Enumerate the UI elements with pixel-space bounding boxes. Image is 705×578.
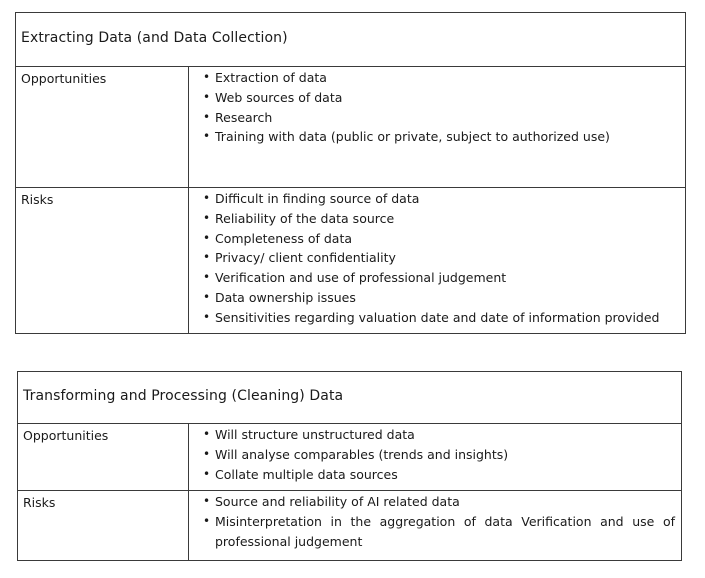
list-item: • Collate multiple data sources (203, 465, 675, 485)
row-label-cell (18, 491, 189, 560)
table-transforming-data (17, 371, 682, 561)
list-item: • Privacy/ client confidentiality (203, 248, 679, 268)
list-item: • Will analyse comparables (trends and insights) (203, 445, 675, 465)
list-item: • Source and reliability of AI related data (203, 492, 675, 512)
row-label: Risks (21, 192, 54, 207)
row-label: Opportunities (21, 71, 107, 86)
bullet-list (203, 189, 679, 328)
table-title: Extracting Data (and Data Collection) (21, 30, 288, 46)
row-label-cell (16, 188, 189, 333)
table-row-opportunities (16, 67, 685, 188)
row-list-cell (189, 491, 681, 560)
list-item: • Difficult in finding source of data (203, 189, 679, 209)
table-row-risks (18, 491, 681, 560)
row-label-cell (18, 424, 189, 490)
row-list-cell (189, 67, 685, 187)
table-title: Transforming and Processing (Cleaning) Data (23, 388, 344, 404)
row-label-cell (16, 67, 189, 187)
row-list-cell (189, 188, 685, 333)
list-item: • Web sources of data (203, 88, 679, 108)
row-label: Risks (23, 495, 56, 510)
list-item: • Extraction of data (203, 68, 679, 88)
list-item: • Will structure unstructured data (203, 425, 675, 445)
bullet-list (203, 68, 679, 147)
bullet-list (203, 425, 675, 484)
row-label: Opportunities (23, 428, 109, 443)
list-item: • Training with data (public or private, subject to authorized use) (203, 127, 679, 147)
row-list-cell (189, 424, 681, 490)
list-item: • Research (203, 108, 679, 128)
bullet-list (203, 492, 675, 551)
table-extracting-data (15, 12, 686, 334)
table-title-row (16, 13, 685, 67)
list-item: • Misinterpretation in the aggregation of data Verification and use of professional judgement (203, 512, 675, 552)
list-item: • Data ownership issues (203, 288, 679, 308)
table-row-risks (16, 188, 685, 333)
list-item: • Sensitivities regarding valuation date and date of information provided (203, 308, 679, 328)
list-item: • Verification and use of professional judgement (203, 268, 679, 288)
list-item: • Completeness of data (203, 229, 679, 249)
table-title-row (18, 372, 681, 424)
table-row-opportunities (18, 424, 681, 491)
list-item: • Reliability of the data source (203, 209, 679, 229)
